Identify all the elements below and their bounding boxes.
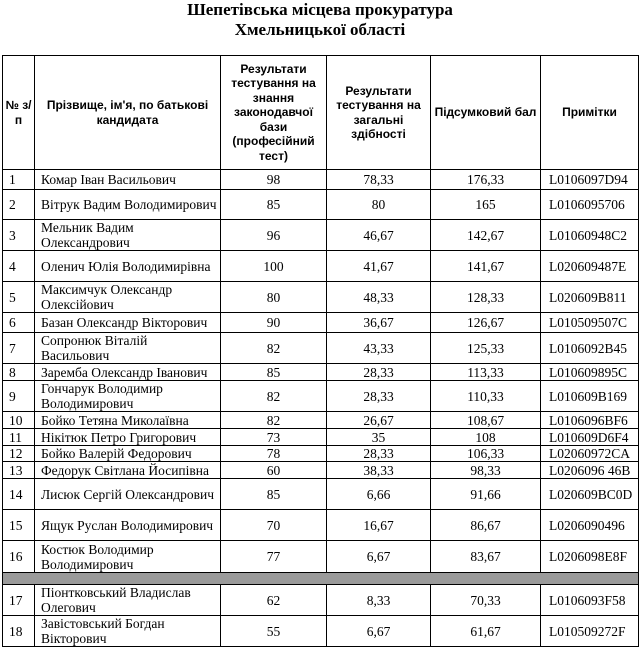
note-code: L0206098E8F bbox=[541, 541, 639, 573]
header-name: Прізвище, ім'я, по батькові кандидата bbox=[35, 56, 221, 170]
header-law-test: Результати тестування на знання законодавчої бази (професійний тест) bbox=[221, 56, 327, 170]
title-line-2: Хмельницької області bbox=[234, 20, 406, 39]
row-number: 18 bbox=[3, 616, 35, 647]
table-row bbox=[3, 381, 639, 412]
candidate-name: Максимчук Олександр Олексійович bbox=[35, 282, 221, 313]
general-test-score: 8,33 bbox=[327, 585, 431, 616]
table-row bbox=[3, 251, 639, 282]
candidate-name: Федорук Світлана Йосипівна bbox=[35, 462, 221, 479]
document-title bbox=[0, 0, 640, 40]
general-test-score: 35 bbox=[327, 429, 431, 446]
general-test-score: 6,66 bbox=[327, 479, 431, 510]
law-test-score: 82 bbox=[221, 412, 327, 429]
separator-row bbox=[3, 573, 639, 585]
law-test-score: 85 bbox=[221, 479, 327, 510]
table-row bbox=[3, 462, 639, 479]
total-score: 176,33 bbox=[431, 170, 541, 190]
law-test-score: 70 bbox=[221, 510, 327, 541]
table-row bbox=[3, 429, 639, 446]
note-code: L0106097D94 bbox=[541, 170, 639, 190]
general-test-score: 38,33 bbox=[327, 462, 431, 479]
header-total: Підсумковий бал bbox=[431, 56, 541, 170]
table-row bbox=[3, 333, 639, 364]
note-code: L020609BC0D bbox=[541, 479, 639, 510]
table-body-top bbox=[3, 170, 639, 573]
law-test-score: 73 bbox=[221, 429, 327, 446]
total-score: 128,33 bbox=[431, 282, 541, 313]
row-number: 4 bbox=[3, 251, 35, 282]
candidate-name: Бойко Тетяна Миколаївна bbox=[35, 412, 221, 429]
header-num: № з/п bbox=[3, 56, 35, 170]
candidate-name: Оленич Юлія Володимирівна bbox=[35, 251, 221, 282]
row-number: 6 bbox=[3, 313, 35, 333]
general-test-score: 48,33 bbox=[327, 282, 431, 313]
row-number: 13 bbox=[3, 462, 35, 479]
law-test-score: 98 bbox=[221, 170, 327, 190]
general-test-score: 28,33 bbox=[327, 381, 431, 412]
note-code: L0106093F58 bbox=[541, 585, 639, 616]
row-number: 5 bbox=[3, 282, 35, 313]
row-number: 7 bbox=[3, 333, 35, 364]
general-test-score: 80 bbox=[327, 190, 431, 220]
title-line-1: Шепетівська місцева прокуратура bbox=[187, 0, 453, 19]
total-score: 142,67 bbox=[431, 220, 541, 251]
general-test-score: 36,67 bbox=[327, 313, 431, 333]
candidate-name: Бойко Валерій Федорович bbox=[35, 446, 221, 462]
law-test-score: 90 bbox=[221, 313, 327, 333]
candidate-name: Заремба Олександр Іванович bbox=[35, 364, 221, 381]
total-score: 98,33 bbox=[431, 462, 541, 479]
note-code: L010609B169 bbox=[541, 381, 639, 412]
total-score: 106,33 bbox=[431, 446, 541, 462]
note-code: L0106092B45 bbox=[541, 333, 639, 364]
results-table bbox=[2, 55, 639, 647]
candidate-name: Базан Олександр Вікторович bbox=[35, 313, 221, 333]
row-number: 3 bbox=[3, 220, 35, 251]
total-score: 113,33 bbox=[431, 364, 541, 381]
general-test-score: 6,67 bbox=[327, 616, 431, 647]
candidate-name: Сопронюк Віталій Васильович bbox=[35, 333, 221, 364]
general-test-score: 28,33 bbox=[327, 446, 431, 462]
header-row bbox=[3, 56, 639, 170]
candidate-name: Мельник Вадим Олександрович bbox=[35, 220, 221, 251]
total-score: 108 bbox=[431, 429, 541, 446]
table-row bbox=[3, 220, 639, 251]
row-number: 8 bbox=[3, 364, 35, 381]
table-row bbox=[3, 446, 639, 462]
law-test-score: 96 bbox=[221, 220, 327, 251]
law-test-score: 82 bbox=[221, 381, 327, 412]
law-test-score: 82 bbox=[221, 333, 327, 364]
table-body-bottom bbox=[3, 585, 639, 647]
header-notes: Примітки bbox=[541, 56, 639, 170]
total-score: 108,67 bbox=[431, 412, 541, 429]
row-number: 16 bbox=[3, 541, 35, 573]
table-row bbox=[3, 510, 639, 541]
note-code: L01060948C2 bbox=[541, 220, 639, 251]
candidate-name: Завістовський Богдан Вікторович bbox=[35, 616, 221, 647]
note-code: L010509272F bbox=[541, 616, 639, 647]
row-number: 10 bbox=[3, 412, 35, 429]
general-test-score: 6,67 bbox=[327, 541, 431, 573]
candidate-name: Лисюк Сергій Олександрович bbox=[35, 479, 221, 510]
total-score: 61,67 bbox=[431, 616, 541, 647]
note-code: L010509507C bbox=[541, 313, 639, 333]
total-score: 110,33 bbox=[431, 381, 541, 412]
total-score: 165 bbox=[431, 190, 541, 220]
note-code: L0206090496 bbox=[541, 510, 639, 541]
table-row bbox=[3, 364, 639, 381]
law-test-score: 62 bbox=[221, 585, 327, 616]
total-score: 83,67 bbox=[431, 541, 541, 573]
candidate-name: Вітрук Вадим Володимирович bbox=[35, 190, 221, 220]
note-code: L0106095706 bbox=[541, 190, 639, 220]
general-test-score: 16,67 bbox=[327, 510, 431, 541]
table-row bbox=[3, 585, 639, 616]
candidate-name: Ящук Руслан Володимирович bbox=[35, 510, 221, 541]
law-test-score: 100 bbox=[221, 251, 327, 282]
total-score: 91,66 bbox=[431, 479, 541, 510]
general-test-score: 78,33 bbox=[327, 170, 431, 190]
total-score: 141,67 bbox=[431, 251, 541, 282]
general-test-score: 43,33 bbox=[327, 333, 431, 364]
general-test-score: 26,67 bbox=[327, 412, 431, 429]
table-row bbox=[3, 616, 639, 647]
table-row bbox=[3, 190, 639, 220]
note-code: L010609D6F4 bbox=[541, 429, 639, 446]
candidate-name: Піонтковський Владислав Олегович bbox=[35, 585, 221, 616]
note-code: L010609895C bbox=[541, 364, 639, 381]
note-code: L0206096 46B bbox=[541, 462, 639, 479]
table-row bbox=[3, 313, 639, 333]
row-number: 9 bbox=[3, 381, 35, 412]
header-general-test: Результати тестування на загальні здібності bbox=[327, 56, 431, 170]
law-test-score: 77 bbox=[221, 541, 327, 573]
row-number: 15 bbox=[3, 510, 35, 541]
table-row bbox=[3, 282, 639, 313]
total-score: 126,67 bbox=[431, 313, 541, 333]
row-number: 2 bbox=[3, 190, 35, 220]
row-number: 1 bbox=[3, 170, 35, 190]
separator-body bbox=[3, 573, 639, 585]
total-score: 86,67 bbox=[431, 510, 541, 541]
law-test-score: 85 bbox=[221, 364, 327, 381]
law-test-score: 85 bbox=[221, 190, 327, 220]
general-test-score: 41,67 bbox=[327, 251, 431, 282]
candidate-name: Гончарук Володимир Володимирович bbox=[35, 381, 221, 412]
total-score: 125,33 bbox=[431, 333, 541, 364]
law-test-score: 60 bbox=[221, 462, 327, 479]
separator-cell bbox=[3, 573, 639, 585]
row-number: 12 bbox=[3, 446, 35, 462]
note-code: L020609B811 bbox=[541, 282, 639, 313]
candidate-name: Комар Іван Васильович bbox=[35, 170, 221, 190]
note-code: L020609487E bbox=[541, 251, 639, 282]
law-test-score: 78 bbox=[221, 446, 327, 462]
candidate-name: Костюк Володимир Володимирович bbox=[35, 541, 221, 573]
table-row bbox=[3, 541, 639, 573]
table-row bbox=[3, 170, 639, 190]
table-row bbox=[3, 412, 639, 429]
law-test-score: 55 bbox=[221, 616, 327, 647]
law-test-score: 80 bbox=[221, 282, 327, 313]
table-row bbox=[3, 479, 639, 510]
row-number: 11 bbox=[3, 429, 35, 446]
note-code: L0106096BF6 bbox=[541, 412, 639, 429]
general-test-score: 28,33 bbox=[327, 364, 431, 381]
row-number: 17 bbox=[3, 585, 35, 616]
general-test-score: 46,67 bbox=[327, 220, 431, 251]
candidate-name: Нікітюк Петро Григорович bbox=[35, 429, 221, 446]
row-number: 14 bbox=[3, 479, 35, 510]
note-code: L02060972CA bbox=[541, 446, 639, 462]
total-score: 70,33 bbox=[431, 585, 541, 616]
